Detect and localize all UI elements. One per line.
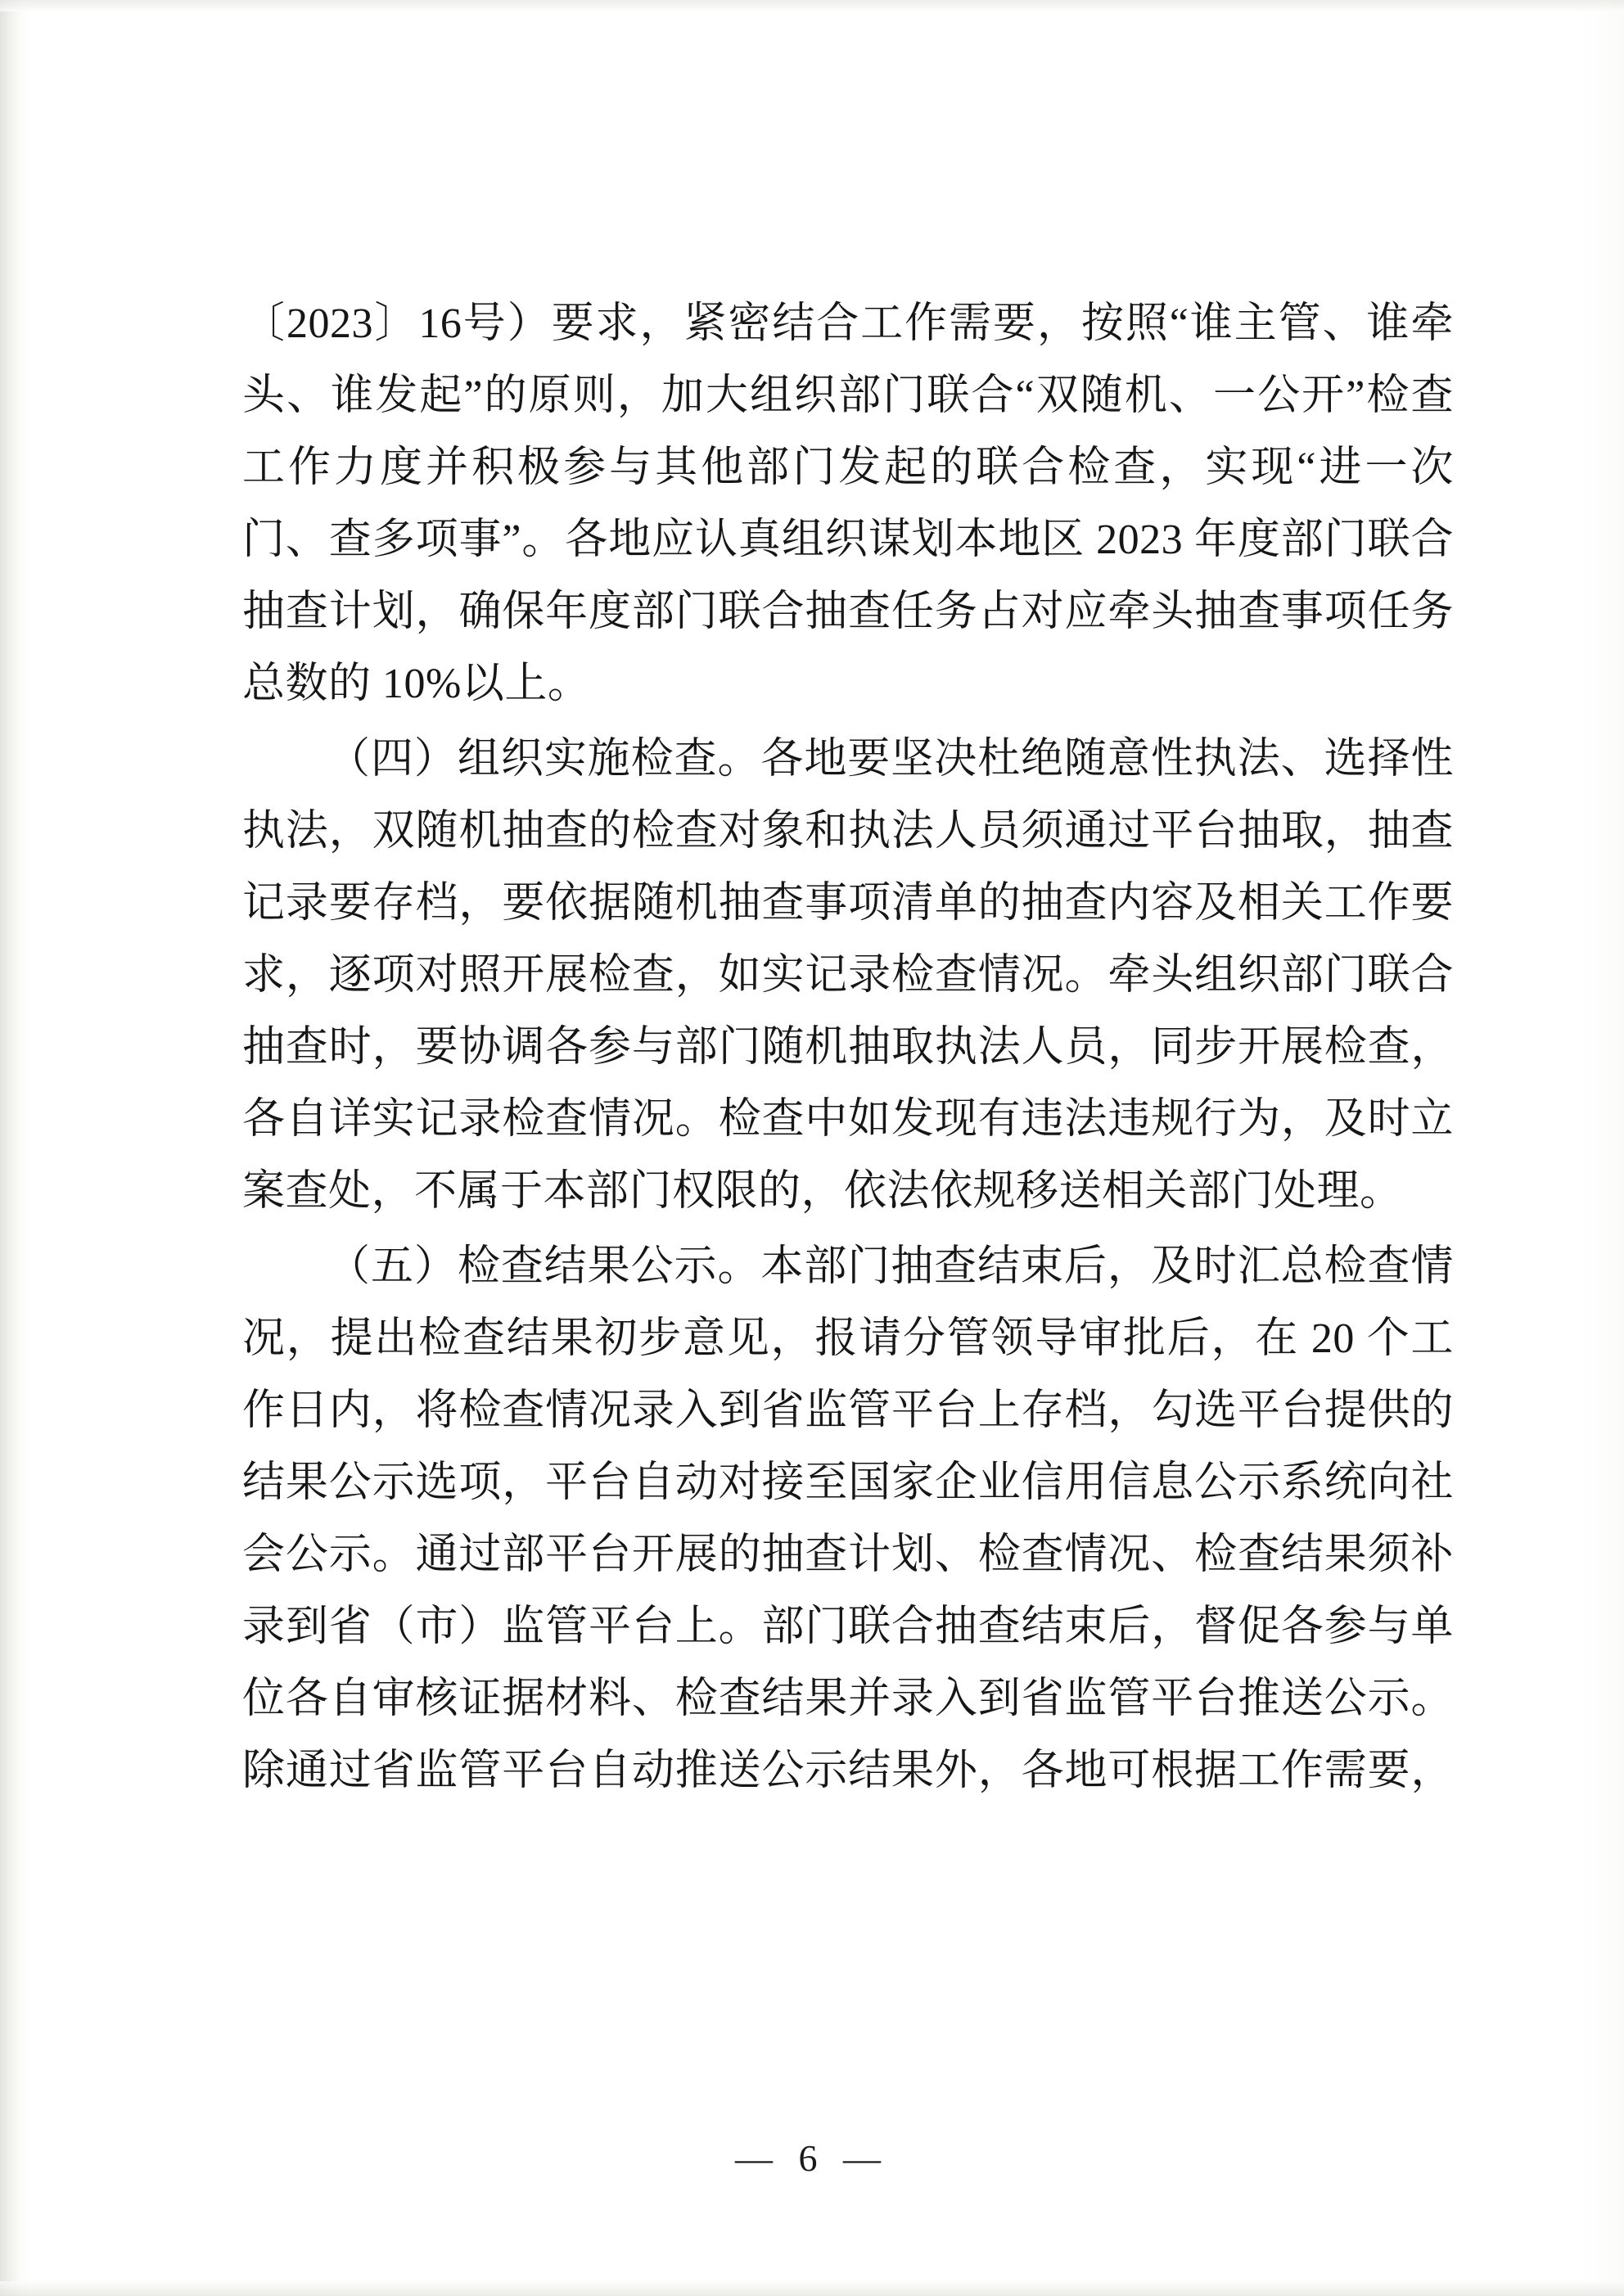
scan-edge-top <box>0 0 1624 11</box>
page-number: — 6 — <box>735 2137 889 2179</box>
paragraph-continued: 〔2023〕16号）要求，紧密结合工作需要，按照“谁主管、谁牵头、谁发起”的原则，加大组织部门联合“双随机、一公开”检查工作力度并积极参与其他部门发起的联合检查，实现“进一次门、查多项事”。各地应认真组织谋划本地区 2023 年度部门联合抽查计划，确保年度部门联合抽查任务占对应牵头抽查事项任务总数的 10%以上。 <box>242 300 1454 707</box>
paragraph-section-five: （五）检查结果公示。本部门抽查结束后，及时汇总检查情况，提出检查结果初步意见，报请分管领导审批后，在 20 个工作日内，将检查情况录入到省监管平台上存档，勾选平台提供的结果公示选项，平台自动对接至国家企业信用信息公示系统向社会公示。通过部平台开展的抽查计划、检查情况、检查结果须补录到省（市）监管平台上。部门联合抽查结束后，督促各参与单位各自审核证据材料、检查结果并录入到省监管平台推送公示。除通过省监管平台自动推送公示结果外，各地可根据工作需要， <box>242 1243 1454 1794</box>
paragraph-section-four: （四）组织实施检查。各地要坚决杜绝随意性执法、选择性执法，双随机抽查的检查对象和执法人员须通过平台抽取，抽查记录要存档，要依据随机抽查事项清单的抽查内容及相关工作要求，逐项对照开展检查，如实记录检查情况。牵头组织部门联合抽查时，要协调各参与部门随机抽取执法人员，同步开展检查，各自详实记录检查情况。检查中如发现有违法违规行为，及时立案查处，不属于本部门权限的，依法依规移送相关部门处理。 <box>242 736 1454 1215</box>
document-body <box>242 288 1454 1811</box>
scan-edge-left <box>0 0 21 2296</box>
scan-edge-bottom <box>0 2281 1624 2296</box>
